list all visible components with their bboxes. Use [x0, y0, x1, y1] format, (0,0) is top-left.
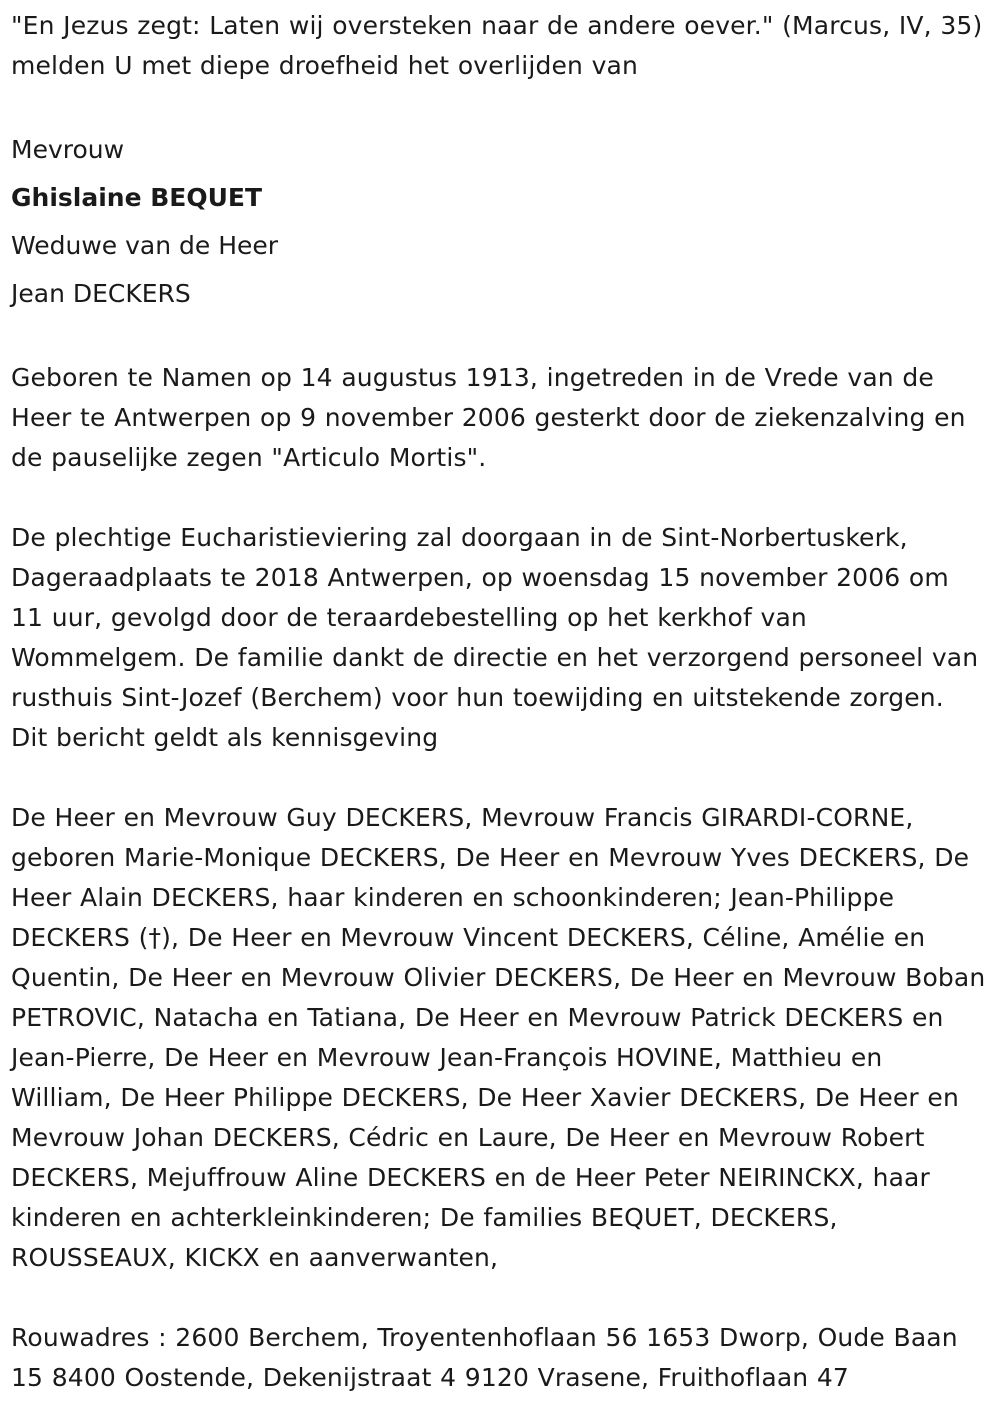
family-paragraph: De Heer en Mevrouw Guy DECKERS, Mevrouw Francis GIRARDI-CORNE, geboren Marie-Monique DECKERS, De Heer en Mevrouw Yves DECKERS, De Heer Alain DECKERS, haar kinderen en schoonkinderen; Jean-Philippe DECKERS (†), De Heer en Mevrouw Vincent DECKERS, Céline, Amélie en Quentin, De Heer en Mevrouw Olivier DECKERS, De Heer en Mevrouw Boban PETROVIC, Natacha en Tatiana, De Heer en Mevrouw Patrick DECKERS en Jean-Pierre, De Heer en Mevrouw Jean-François HOVINE, Matthieu en William, De Heer Philippe DECKERS, De Heer Xavier DECKERS, De Heer en Mevrouw Johan DECKERS, Cédric en Laure, De Heer en Mevrouw Robert DECKERS, Mejuffrouw Aline DECKERS en de Heer Peter NEIRINCKX, haar kinderen en achterkleinkinderen; De families BEQUET, DECKERS, ROUSSEAUX, KICKX en aanverwanten, [11, 803, 986, 1272]
address-paragraph: Rouwadres : 2600 Berchem, Troyentenhoflaan 56 1653 Dworp, Oude Baan 15 8400 Oostende, Dekenijstraat 4 9120 Vrasene, Fruithoflaan 47 [11, 1323, 958, 1392]
ceremony-paragraph: De plechtige Eucharistieviering zal doorgaan in de Sint-Norbertuskerk, Dageraadplaats te 2018 Antwerpen, op woensdag 15 november 2006 om 11 uur, gevolgd door de teraardebestelling op het kerkhof van Wommelgem. De familie dankt de directie en het verzorgend personeel van rusthuis Sint-Jozef (Berchem) voor hun toewijding en uitstekende zorgen. Dit bericht geldt als kennisgeving [11, 523, 979, 752]
deceased-name: Ghislaine BEQUET [11, 183, 263, 212]
intro-quote: "En Jezus zegt: Laten wij oversteken naar de andere oever." (Marcus, IV, 35) melden U met diepe droefheid het overlijden van [11, 11, 983, 80]
title-prefix: Mevrouw [11, 135, 125, 164]
birth-death-paragraph: Geboren te Namen op 14 augustus 1913, ingetreden in de Vrede van de Heer te Antwerpen op 9 november 2006 gesterkt door de ziekenzalving en de pauselijke zegen "Articulo Mortis". [11, 363, 966, 472]
spouse-name: Jean DECKERS [11, 279, 191, 308]
deceased-block [11, 126, 988, 318]
spouse-relation: Weduwe van de Heer [11, 231, 279, 260]
